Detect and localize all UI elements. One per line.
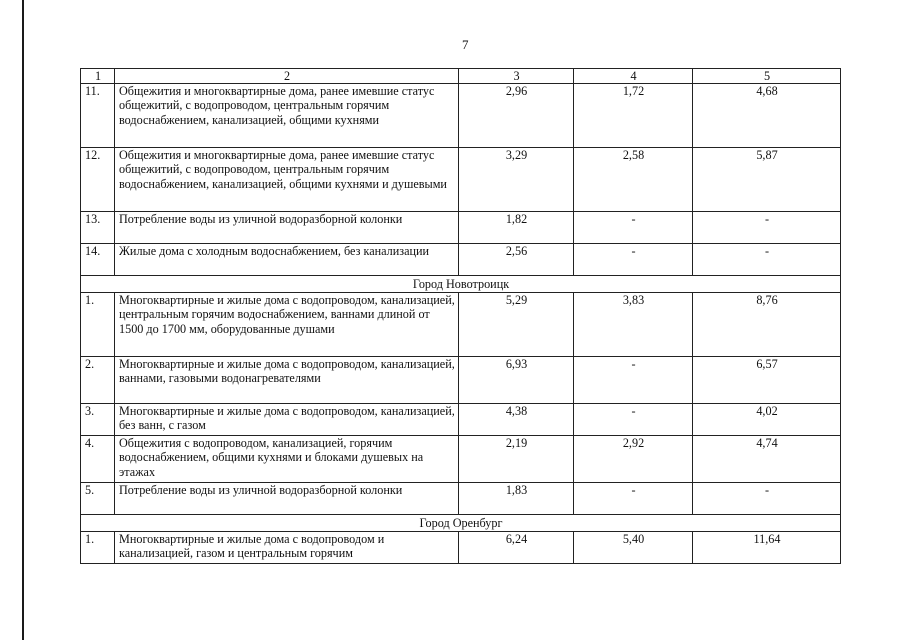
row-description: Многоквартирные и жилые дома с водопроводом, канализацией, без ванн, с газом <box>115 404 459 436</box>
row-value-col4: - <box>574 404 693 436</box>
row-value-col4: - <box>574 212 693 244</box>
row-value-col3: 1,83 <box>459 483 574 515</box>
row-description: Жилые дома с холодным водоснабжением, без канализации <box>115 244 459 276</box>
table-row <box>81 532 841 564</box>
row-value-col3: 1,82 <box>459 212 574 244</box>
row-value-col5: 8,76 <box>693 293 841 357</box>
row-value-col3: 2,96 <box>459 84 574 148</box>
row-description: Многоквартирные и жилые дома с водопроводом, канализацией, центральным горячим водоснабжением, ваннами длиной от 1500 до 1700 мм, оборудованные душами <box>115 293 459 357</box>
row-value-col4: 5,40 <box>574 532 693 564</box>
row-number: 13. <box>81 212 115 244</box>
row-number: 4. <box>81 436 115 483</box>
row-value-col5: 4,74 <box>693 436 841 483</box>
row-value-col3: 6,24 <box>459 532 574 564</box>
row-value-col5: 6,57 <box>693 357 841 404</box>
row-value-col4: - <box>574 357 693 404</box>
row-description: Общежития с водопроводом, канализацией, горячим водоснабжением, общими кухнями и блоками душевых на этажах <box>115 436 459 483</box>
row-description: Потребление воды из уличной водоразборной колонки <box>115 483 459 515</box>
table-row <box>81 483 841 515</box>
header-cell-1: 1 <box>81 69 115 84</box>
header-cell-2: 2 <box>115 69 459 84</box>
table-row <box>81 357 841 404</box>
row-value-col3: 6,93 <box>459 357 574 404</box>
row-description: Потребление воды из уличной водоразборной колонки <box>115 212 459 244</box>
city-heading: Город Новотроицк <box>81 276 841 293</box>
row-number: 11. <box>81 84 115 148</box>
row-value-col5: - <box>693 212 841 244</box>
row-description: Общежития и многоквартирные дома, ранее имевшие статус общежитий, с водопроводом, центральным горячим водоснабжением, канализацией, общими кухнями и душевыми <box>115 148 459 212</box>
row-number: 12. <box>81 148 115 212</box>
header-cell-5: 5 <box>693 69 841 84</box>
row-value-col3: 3,29 <box>459 148 574 212</box>
table-row <box>81 212 841 244</box>
table-row <box>81 84 841 148</box>
row-number: 1. <box>81 293 115 357</box>
city-section-row <box>81 276 841 293</box>
row-value-col4: 2,58 <box>574 148 693 212</box>
scan-edge-line <box>22 0 24 640</box>
row-value-col5: - <box>693 244 841 276</box>
row-value-col5: - <box>693 483 841 515</box>
row-value-col5: 11,64 <box>693 532 841 564</box>
row-value-col4: 1,72 <box>574 84 693 148</box>
row-value-col3: 5,29 <box>459 293 574 357</box>
page-number: 7 <box>462 37 469 52</box>
city-section-row <box>81 515 841 532</box>
row-value-col3: 2,19 <box>459 436 574 483</box>
row-value-col4: - <box>574 483 693 515</box>
row-value-col4: 3,83 <box>574 293 693 357</box>
row-number: 3. <box>81 404 115 436</box>
table-row <box>81 293 841 357</box>
row-value-col3: 4,38 <box>459 404 574 436</box>
row-value-col5: 4,68 <box>693 84 841 148</box>
city-heading: Город Оренбург <box>81 515 841 532</box>
row-value-col4: 2,92 <box>574 436 693 483</box>
row-description: Общежития и многоквартирные дома, ранее имевшие статус общежитий, с водопроводом, центральным горячим водоснабжением, канализацией, общими кухнями <box>115 84 459 148</box>
table-row <box>81 148 841 212</box>
row-value-col3: 2,56 <box>459 244 574 276</box>
row-number: 14. <box>81 244 115 276</box>
row-description: Многоквартирные и жилые дома с водопроводом, канализацией, ваннами, газовыми водонагревателями <box>115 357 459 404</box>
row-value-col5: 5,87 <box>693 148 841 212</box>
table-row <box>81 244 841 276</box>
row-number: 1. <box>81 532 115 564</box>
header-cell-4: 4 <box>574 69 693 84</box>
row-description: Многоквартирные и жилые дома с водопроводом и канализацией, газом и центральным горячим <box>115 532 459 564</box>
header-cell-3: 3 <box>459 69 574 84</box>
table-row <box>81 404 841 436</box>
column-number-header-row <box>81 69 841 84</box>
row-number: 5. <box>81 483 115 515</box>
water-consumption-table <box>80 68 841 564</box>
table-row <box>81 436 841 483</box>
row-value-col4: - <box>574 244 693 276</box>
row-number: 2. <box>81 357 115 404</box>
row-value-col5: 4,02 <box>693 404 841 436</box>
